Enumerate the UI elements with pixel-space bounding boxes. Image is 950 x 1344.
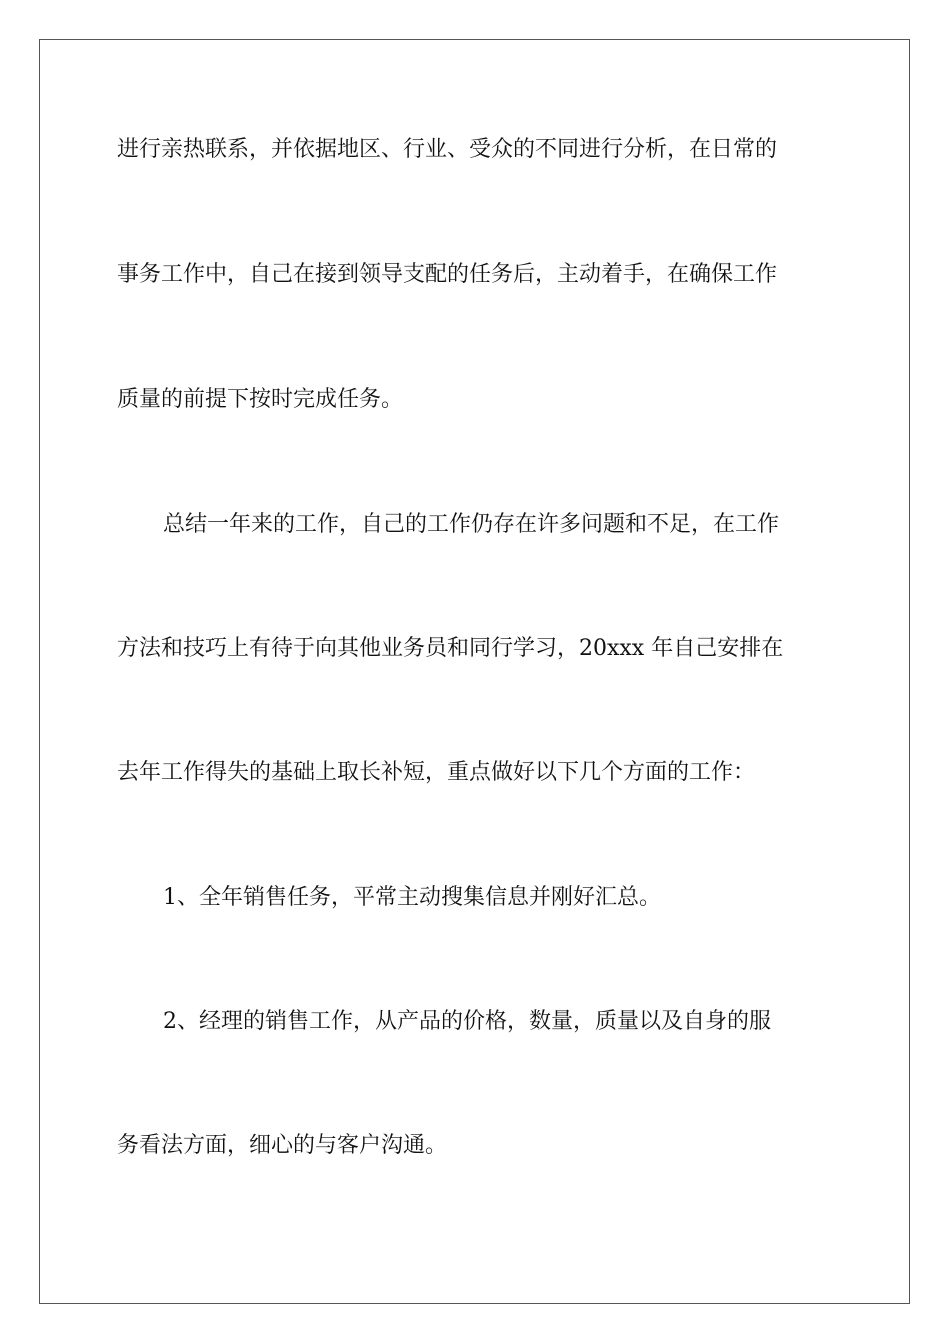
text-line-7: 1、全年销售任务，平常主动搜集信息并刚好汇总。 xyxy=(163,885,661,910)
text-line-4: 总结一年来的工作，自己的工作仍存在许多问题和不足，在工作 xyxy=(163,512,780,537)
text-line-3: 质量的前提下按时完成任务。 xyxy=(117,387,404,412)
document-page xyxy=(39,39,910,1304)
text-line-1: 进行亲热联系，并依据地区、行业、受众的不同进行分析，在日常的 xyxy=(117,137,778,162)
text-line-9: 务看法方面，细心的与客户沟通。 xyxy=(117,1133,448,1158)
text-line-5: 方法和技巧上有待于向其他业务员和同行学习，20xxx 年自己安排在 xyxy=(117,636,784,661)
text-line-2: 事务工作中，自己在接到领导支配的任务后，主动着手，在确保工作 xyxy=(117,262,778,287)
text-line-8: 2、经理的销售工作，从产品的价格，数量，质量以及自身的服 xyxy=(163,1009,771,1034)
text-line-6: 去年工作得失的基础上取长补短，重点做好以下几个方面的工作： xyxy=(117,760,756,785)
